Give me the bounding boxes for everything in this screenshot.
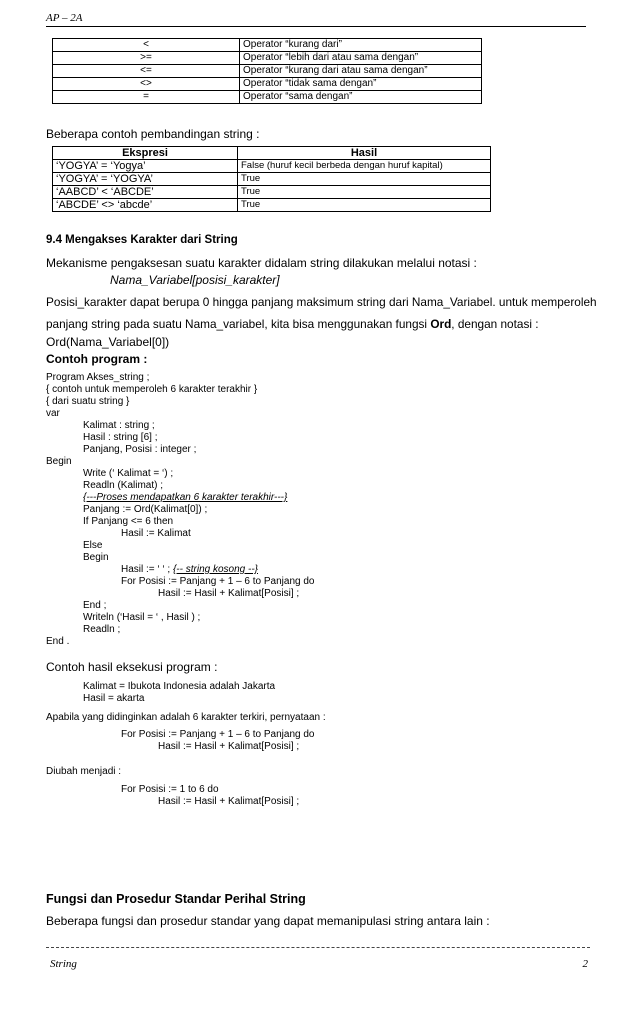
- code-line: Writeln (‘Hasil = ‘ , Hasil ) ;: [83, 612, 201, 623]
- table-row: [53, 186, 491, 199]
- code-text: Hasil := ‘ ‘ ;: [121, 564, 173, 575]
- comparison-table: [52, 146, 491, 212]
- code-line: Begin: [83, 552, 109, 563]
- column-header-result: Hasil: [238, 147, 491, 160]
- operator-table: [52, 38, 482, 104]
- section-paragraph-2-line-1: Posisi_karakter dapat berupa 0 hingga panjang maksimum string dari Nama_Variabel. untuk memperoleh: [46, 295, 597, 309]
- page-header: AP – 2A: [46, 12, 83, 24]
- notation: Nama_Variabel[posisi_karakter]: [110, 273, 280, 287]
- compare-intro: Beberapa contoh pembandingan string :: [46, 127, 260, 141]
- footer-rule: [46, 947, 590, 948]
- expression-cell: ‘AABCD’ < ‘ABCDE’: [53, 186, 238, 199]
- code-line: var: [46, 408, 60, 419]
- table-row: [53, 199, 491, 212]
- section-paragraph-2-line-2: [46, 317, 539, 331]
- code-line: Program Akses_string ;: [46, 372, 150, 383]
- code-line: Hasil := Hasil + Kalimat[Posisi] ;: [158, 741, 300, 752]
- code-line: For Posisi := Panjang + 1 – 6 to Panjang do: [121, 576, 315, 587]
- table-row: [53, 160, 491, 173]
- output-line: Hasil = akarta: [83, 693, 145, 704]
- operator-desc: Operator “kurang dari atau sama dengan”: [240, 65, 482, 78]
- code-line: Begin: [46, 456, 72, 467]
- section-paragraph-2-line-3: Ord(Nama_Variabel[0]): [46, 335, 170, 349]
- result-paragraph: Diubah menjadi :: [46, 766, 122, 777]
- code-comment: { contoh untuk memperoleh 6 karakter terakhir }: [46, 384, 258, 395]
- code-line: End .: [46, 636, 70, 647]
- paragraph-text: panjang string pada suatu Nama_variabel, kita bisa menggunakan fungsi: [46, 317, 431, 331]
- ord-keyword: Ord: [430, 317, 452, 331]
- code-line: For Posisi := 1 to 6 do: [121, 784, 219, 795]
- code-line: Hasil : string [6] ;: [83, 432, 158, 443]
- code-line: Write (‘ Kalimat = ‘) ;: [83, 468, 174, 479]
- code-line: Panjang := Ord(Kalimat[0]) ;: [83, 504, 208, 515]
- result-cell: True: [238, 173, 491, 186]
- expression-cell: ‘ABCDE’ <> ‘abcde’: [53, 199, 238, 212]
- footer-label: String: [50, 958, 77, 970]
- table-row: [53, 65, 482, 78]
- paragraph-text: , dengan notasi :: [451, 317, 539, 331]
- operator-symbol: <>: [53, 78, 240, 91]
- operator-desc: Operator “kurang dari”: [240, 39, 482, 52]
- table-row: [53, 78, 482, 91]
- operator-symbol: >=: [53, 52, 240, 65]
- code-line: [121, 564, 258, 576]
- operator-desc: Operator “lebih dari atau sama dengan”: [240, 52, 482, 65]
- section-paragraph-1: Mekanisme pengaksesan suatu karakter didalam string dilakukan melalui notasi :: [46, 256, 477, 270]
- table-row: [53, 52, 482, 65]
- code-comment: {-- string kosong --}: [172, 564, 259, 575]
- result-cell: True: [238, 199, 491, 212]
- code-comment: { dari suatu string }: [46, 396, 130, 407]
- code-line: Readln (Kalimat) ;: [83, 480, 164, 491]
- code-line: Readln ;: [83, 624, 121, 635]
- table-row: [53, 91, 482, 104]
- code-line: Hasil := Kalimat: [121, 528, 191, 539]
- functions-intro: Beberapa fungsi dan prosedur standar yang dapat memanipulasi string antara lain :: [46, 914, 490, 928]
- column-header-expression: Ekspresi: [53, 147, 238, 160]
- table-row: [53, 39, 482, 52]
- operator-symbol: <: [53, 39, 240, 52]
- output-line: Kalimat = Ibukota Indonesia adalah Jakarta: [83, 681, 276, 692]
- header-rule: [46, 26, 586, 27]
- operator-symbol: =: [53, 91, 240, 104]
- example-title: Contoh program :: [46, 352, 148, 366]
- operator-desc: Operator “tidak sama dengan”: [240, 78, 482, 91]
- code-line: End ;: [83, 600, 107, 611]
- table-row: [53, 173, 491, 186]
- section-title: 9.4 Mengakses Karakter dari String: [46, 234, 238, 246]
- code-line: Panjang, Posisi : integer ;: [83, 444, 197, 455]
- operator-desc: Operator “sama dengan”: [240, 91, 482, 104]
- code-line: Kalimat : string ;: [83, 420, 155, 431]
- operator-symbol: <=: [53, 65, 240, 78]
- code-line: If Panjang <= 6 then: [83, 516, 174, 527]
- expression-cell: ‘YOGYA’ = ‘Yogya’: [53, 160, 238, 173]
- code-line: Else: [83, 540, 103, 551]
- code-line: For Posisi := Panjang + 1 – 6 to Panjang do: [121, 729, 315, 740]
- code-comment: {---Proses mendapatkan 6 karakter terakhir---}: [83, 492, 288, 503]
- result-cell: False (huruf kecil berbeda dengan huruf kapital): [238, 160, 491, 173]
- table-header-row: [53, 147, 491, 160]
- page-number: 2: [582, 958, 588, 970]
- result-title: Contoh hasil eksekusi program :: [46, 660, 218, 674]
- code-line: Hasil := Hasil + Kalimat[Posisi] ;: [158, 588, 300, 599]
- result-cell: True: [238, 186, 491, 199]
- functions-title: Fungsi dan Prosedur Standar Perihal String: [46, 892, 306, 906]
- code-line: Hasil := Hasil + Kalimat[Posisi] ;: [158, 796, 300, 807]
- result-paragraph: Apabila yang didinginkan adalah 6 karakter terkiri, pernyataan :: [46, 712, 326, 723]
- expression-cell: ‘YOGYA’ = ‘YOGYA’: [53, 173, 238, 186]
